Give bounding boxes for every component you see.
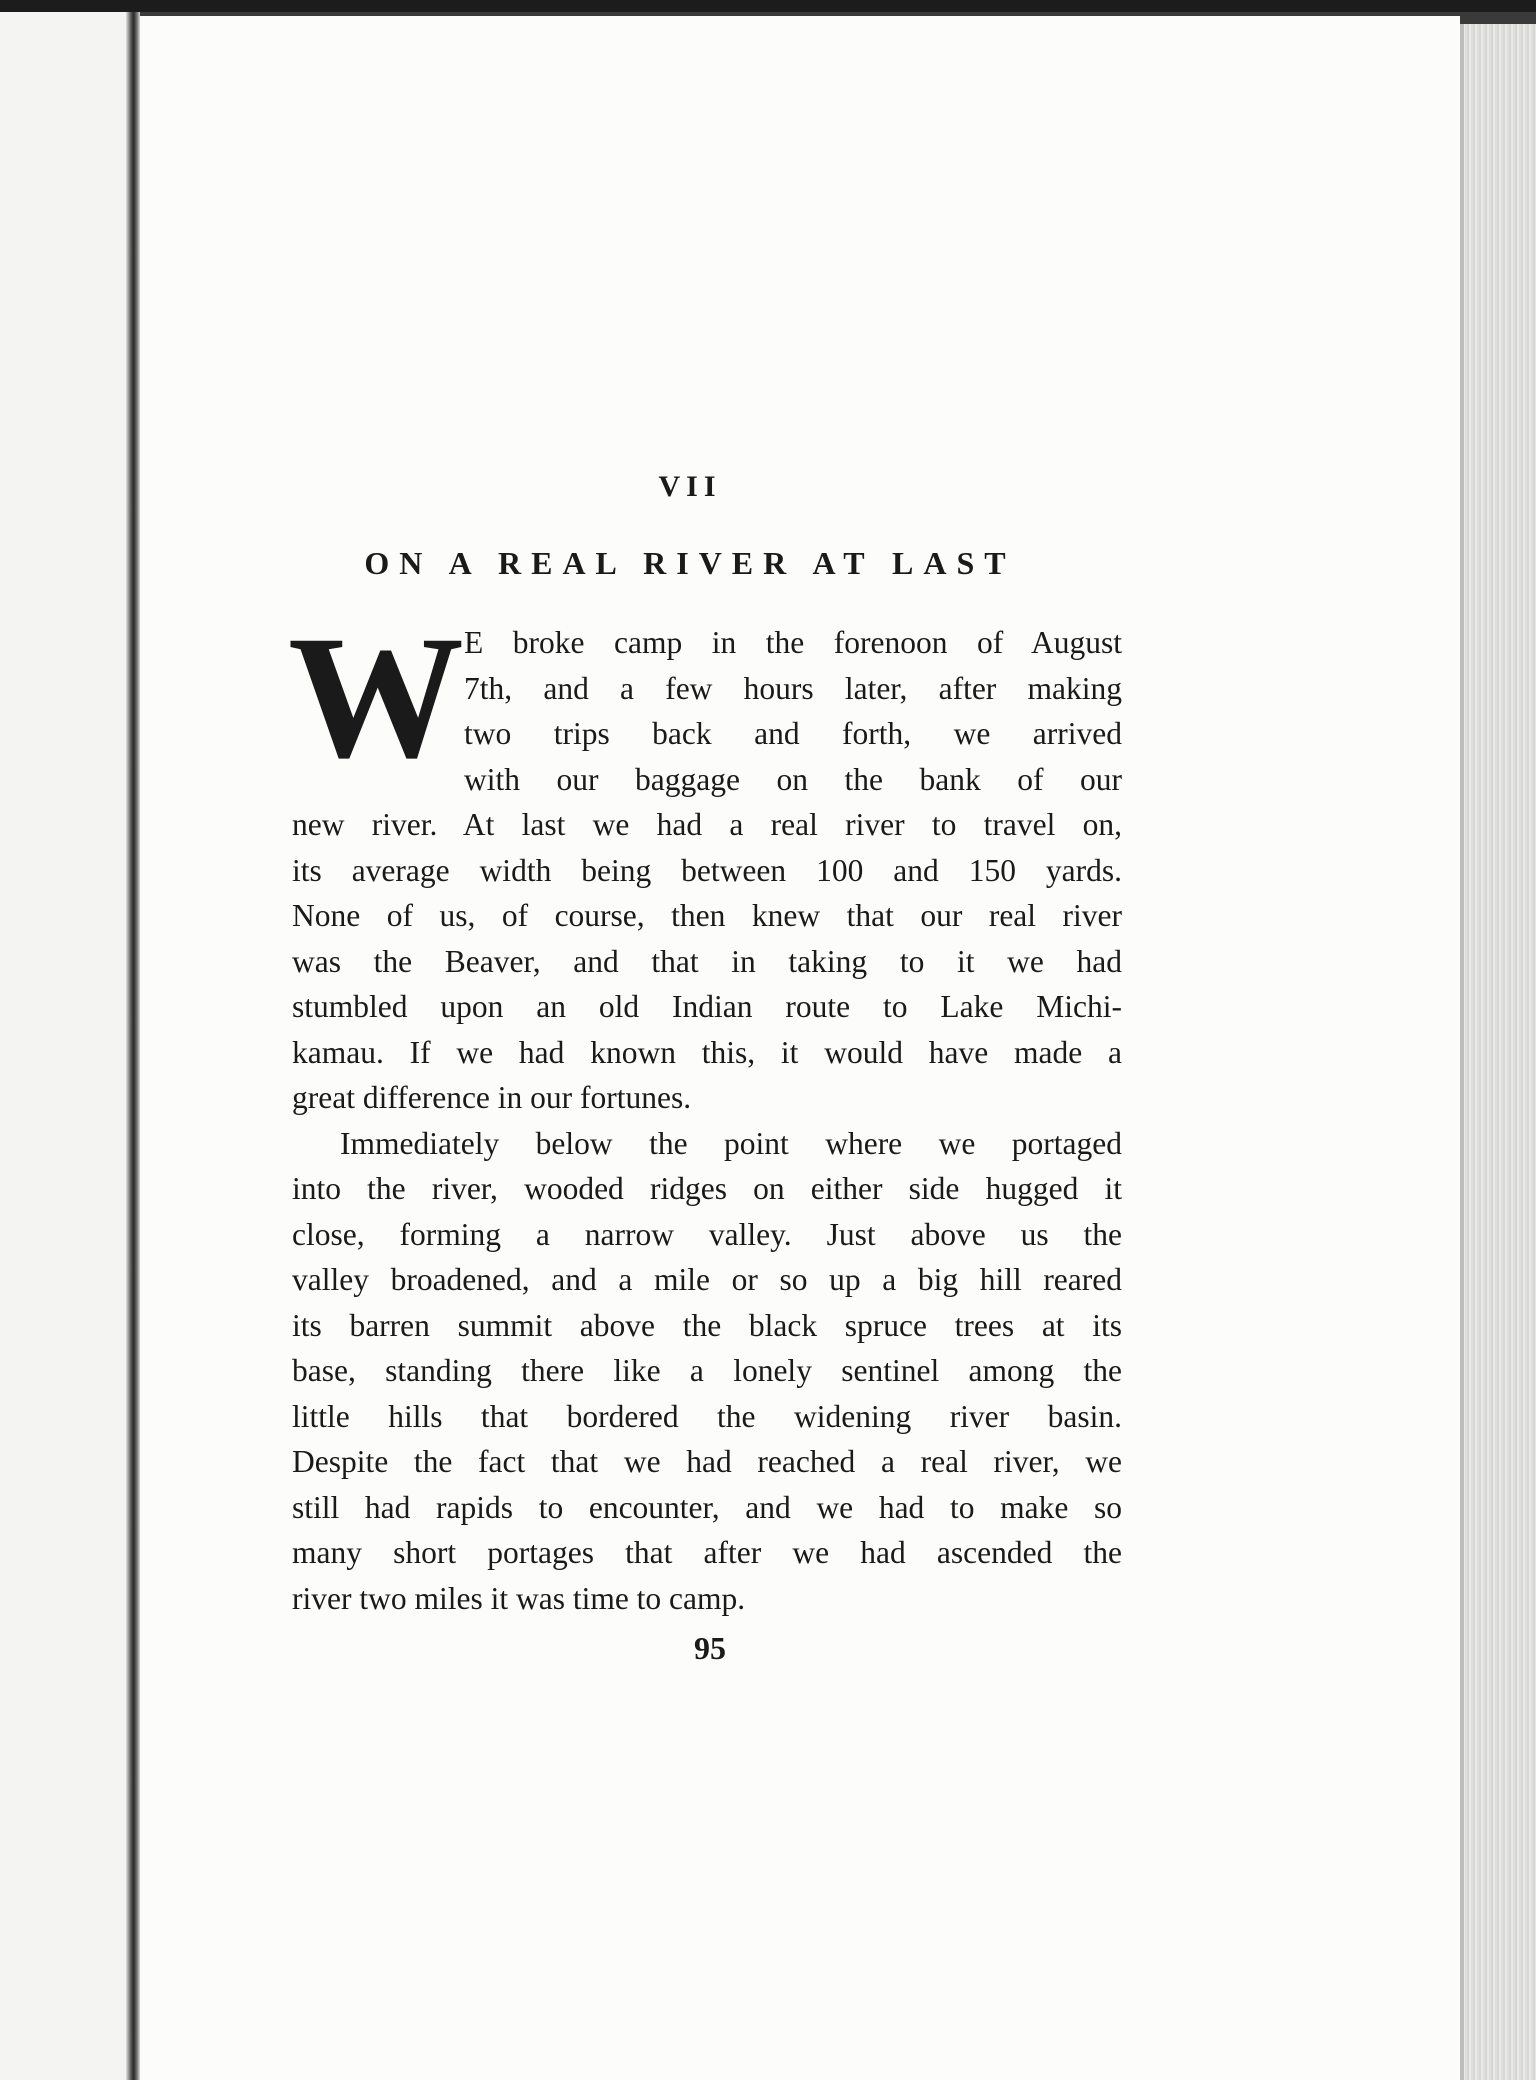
book-gutter <box>126 12 140 2080</box>
text-line: new river. At last we had a real river to travel on, <box>292 807 1122 842</box>
text-line: 7th, and a few hours later, after making <box>464 670 1122 706</box>
text-line: little hills that bordered the widening river basin. <box>292 1398 1122 1434</box>
drop-cap-lines <box>464 620 1122 802</box>
text-line: kamau. If we had known this, it would have made a <box>292 1034 1122 1070</box>
paragraph-two <box>292 1121 1122 1622</box>
paragraph-one <box>292 802 1122 1121</box>
text-line: close, forming a narrow valley. Just above us the <box>292 1216 1122 1252</box>
text-line: base, standing there like a lonely sentinel among the <box>292 1353 1122 1388</box>
drop-cap: W <box>288 600 464 795</box>
facing-page-edge <box>0 12 138 2080</box>
body-text <box>288 600 1122 1621</box>
text-line: None of us, of course, then knew that our real river <box>292 898 1122 933</box>
text-line: Despite the fact that we had reached a real river, we <box>292 1444 1122 1479</box>
text-line: was the Beaver, and that in taking to it we had <box>292 943 1122 979</box>
text-line: E broke camp in the forenoon of August <box>464 625 1122 660</box>
text-line: valley broadened, and a mile or so up a big hill reared <box>292 1262 1122 1297</box>
page-stack-edge <box>1460 24 1536 2080</box>
text-line: into the river, wooded ridges on either side hugged it <box>292 1171 1122 1206</box>
text-line: still had rapids to encounter, and we had to make so <box>292 1489 1122 1525</box>
text-line: Immediately below the point where we portaged <box>340 1125 1122 1161</box>
paragraph-opening <box>288 600 1122 802</box>
text-line: its barren summit above the black spruce trees at its <box>292 1307 1122 1343</box>
chapter-title: ON A REAL RIVER AT LAST <box>364 545 1016 581</box>
chapter-number: VII <box>658 470 722 503</box>
text-line: many short portages that after we had ascended the <box>292 1535 1122 1570</box>
text-line: with our baggage on the bank of our <box>464 761 1122 797</box>
text-line: its average width being between 100 and 150 yards. <box>292 852 1122 888</box>
page-number: 95 <box>694 1630 726 1666</box>
text-line: two trips back and forth, we arrived <box>464 716 1122 751</box>
scan-top-edge <box>0 0 1536 12</box>
text-line: stumbled upon an old Indian route to Lake Michi- <box>292 989 1122 1024</box>
text-line: great difference in our fortunes. <box>292 1080 692 1115</box>
text-line: river two miles it was time to camp. <box>292 1580 746 1616</box>
